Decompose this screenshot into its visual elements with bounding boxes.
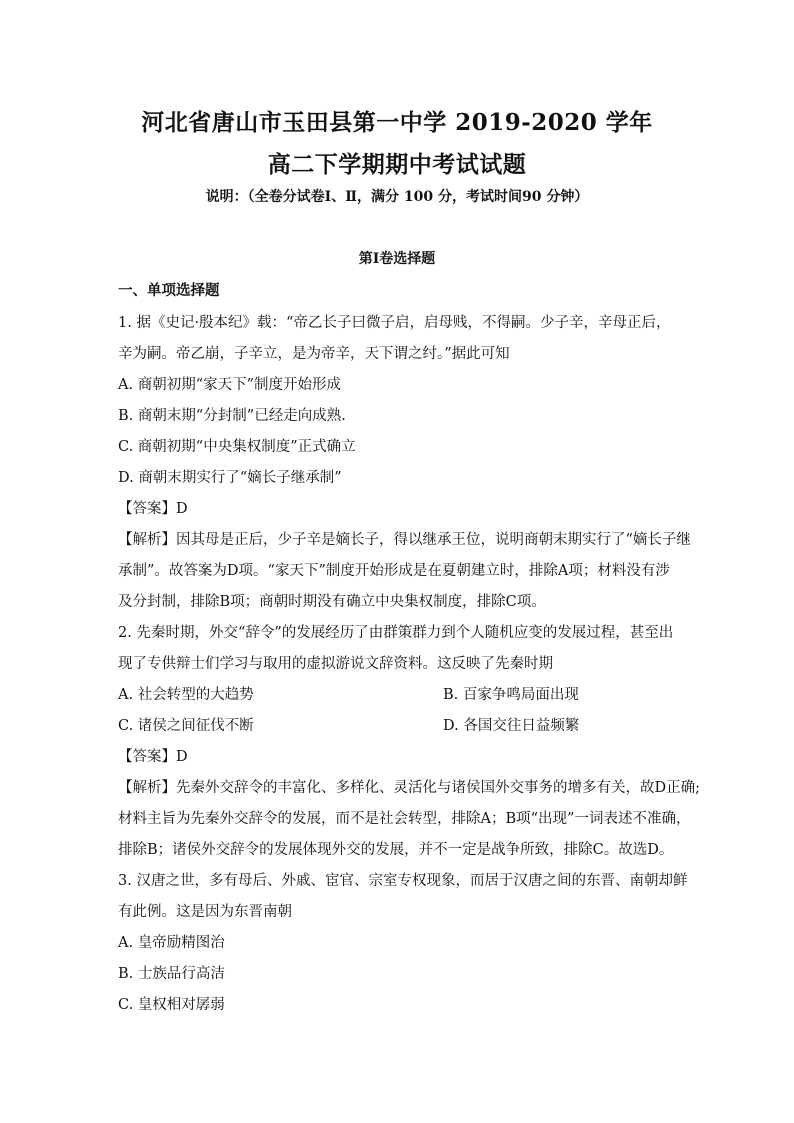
exam-note: 说明：（全卷分试卷Ⅰ、Ⅱ，满分 100 分，考试时间90 分钟）	[205, 189, 589, 205]
q3-stem-line1: 3. 汉唐之世，多有母后、外戚、宦官、宗室专权现象，而居于汉唐之间的东晋、南朝却鲜	[118, 873, 688, 889]
q2-analysis-line1	[118, 778, 700, 798]
exam-title-line1: 河北省唐山市玉田县第一中学 2019-2020 学年	[141, 109, 653, 136]
q1-option-b: B. 商朝末期“分封制”已经走向成熟.	[118, 408, 346, 424]
part-heading: 一、单项选择题	[118, 282, 220, 299]
q3-option-b: B. 士族品行高洁	[118, 966, 225, 982]
q1-analysis-label: 【解析】	[118, 532, 176, 548]
exam-title-line2: 高二下学期期中考试试题	[267, 151, 527, 178]
q3-option-a: A. 皇帝励精图治	[118, 935, 225, 951]
q3-option-c: C. 皇权相对孱弱	[118, 997, 225, 1013]
q1-analysis-line2: 承制”。故答案为D项。“家天下”制度开始形成是在夏朝建立时，排除A项；材料没有涉	[118, 563, 670, 579]
q2-option-d: D. 各国交往日益频繁	[443, 718, 580, 734]
q1-stem-line2: 辛为嗣。帝乙崩，子辛立，是为帝辛，天下谓之纣。”据此可知	[118, 346, 510, 362]
q1-analysis-line3: 及分封制，排除B项；商朝时期没有确立中央集权制度，排除C项。	[118, 594, 546, 610]
q2-option-c: C. 诸侯之间征伐不断	[118, 718, 254, 734]
q1-option-d: D. 商朝末期实行了“嫡长子继承制”	[118, 470, 342, 486]
q1-stem-line1: 1. 据《史记·殷本纪》载：“帝乙长子曰微子启，启母贱，不得嗣。少子辛，辛母正后，	[118, 315, 671, 331]
q2-answer: 【答案】D	[118, 749, 188, 765]
q2-option-a: A. 社会转型的大趋势	[118, 687, 254, 703]
q1-analysis-line1	[118, 530, 691, 550]
q2-analysis-line2: 材料主旨为先秦外交辞令的发展，而不是社会转型，排除A；B项“出现”一词表述不准确，	[118, 811, 691, 827]
q1-option-c: C. 商朝初期“中央集权制度”正式确立	[118, 439, 356, 455]
q1-answer: 【答案】D	[118, 501, 188, 517]
q2-analysis-text1: 先秦外交辞令的丰富化、多样化、灵活化与诸侯国外交事务的增多有关，故D正确;	[176, 780, 701, 796]
q3-stem-line2: 有此例。这是因为东晋南朝	[118, 904, 292, 920]
q2-analysis-line3: 排除B；诸侯外交辞令的发展体现外交的发展，并不一定是战争所致，排除C。故选D。	[118, 842, 674, 858]
q2-option-b: B. 百家争鸣局面出现	[443, 687, 579, 703]
q1-analysis-text1: 因其母是正后，少子辛是嫡长子，得以继承王位，说明商朝末期实行了“嫡长子继	[176, 532, 691, 548]
q2-stem-line1: 2. 先秦时期，外交“辞令”的发展经历了由群策群力到个人随机应变的发展过程，甚至出	[118, 625, 674, 641]
q1-option-a: A. 商朝初期“家天下”制度开始形成	[118, 377, 342, 393]
section-title: 第Ⅰ卷选择题	[358, 251, 436, 267]
q2-stem-line2: 现了专供辩士们学习与取用的虚拟游说文辞资料。这反映了先秦时期	[118, 656, 553, 672]
q2-analysis-label: 【解析】	[118, 780, 176, 796]
